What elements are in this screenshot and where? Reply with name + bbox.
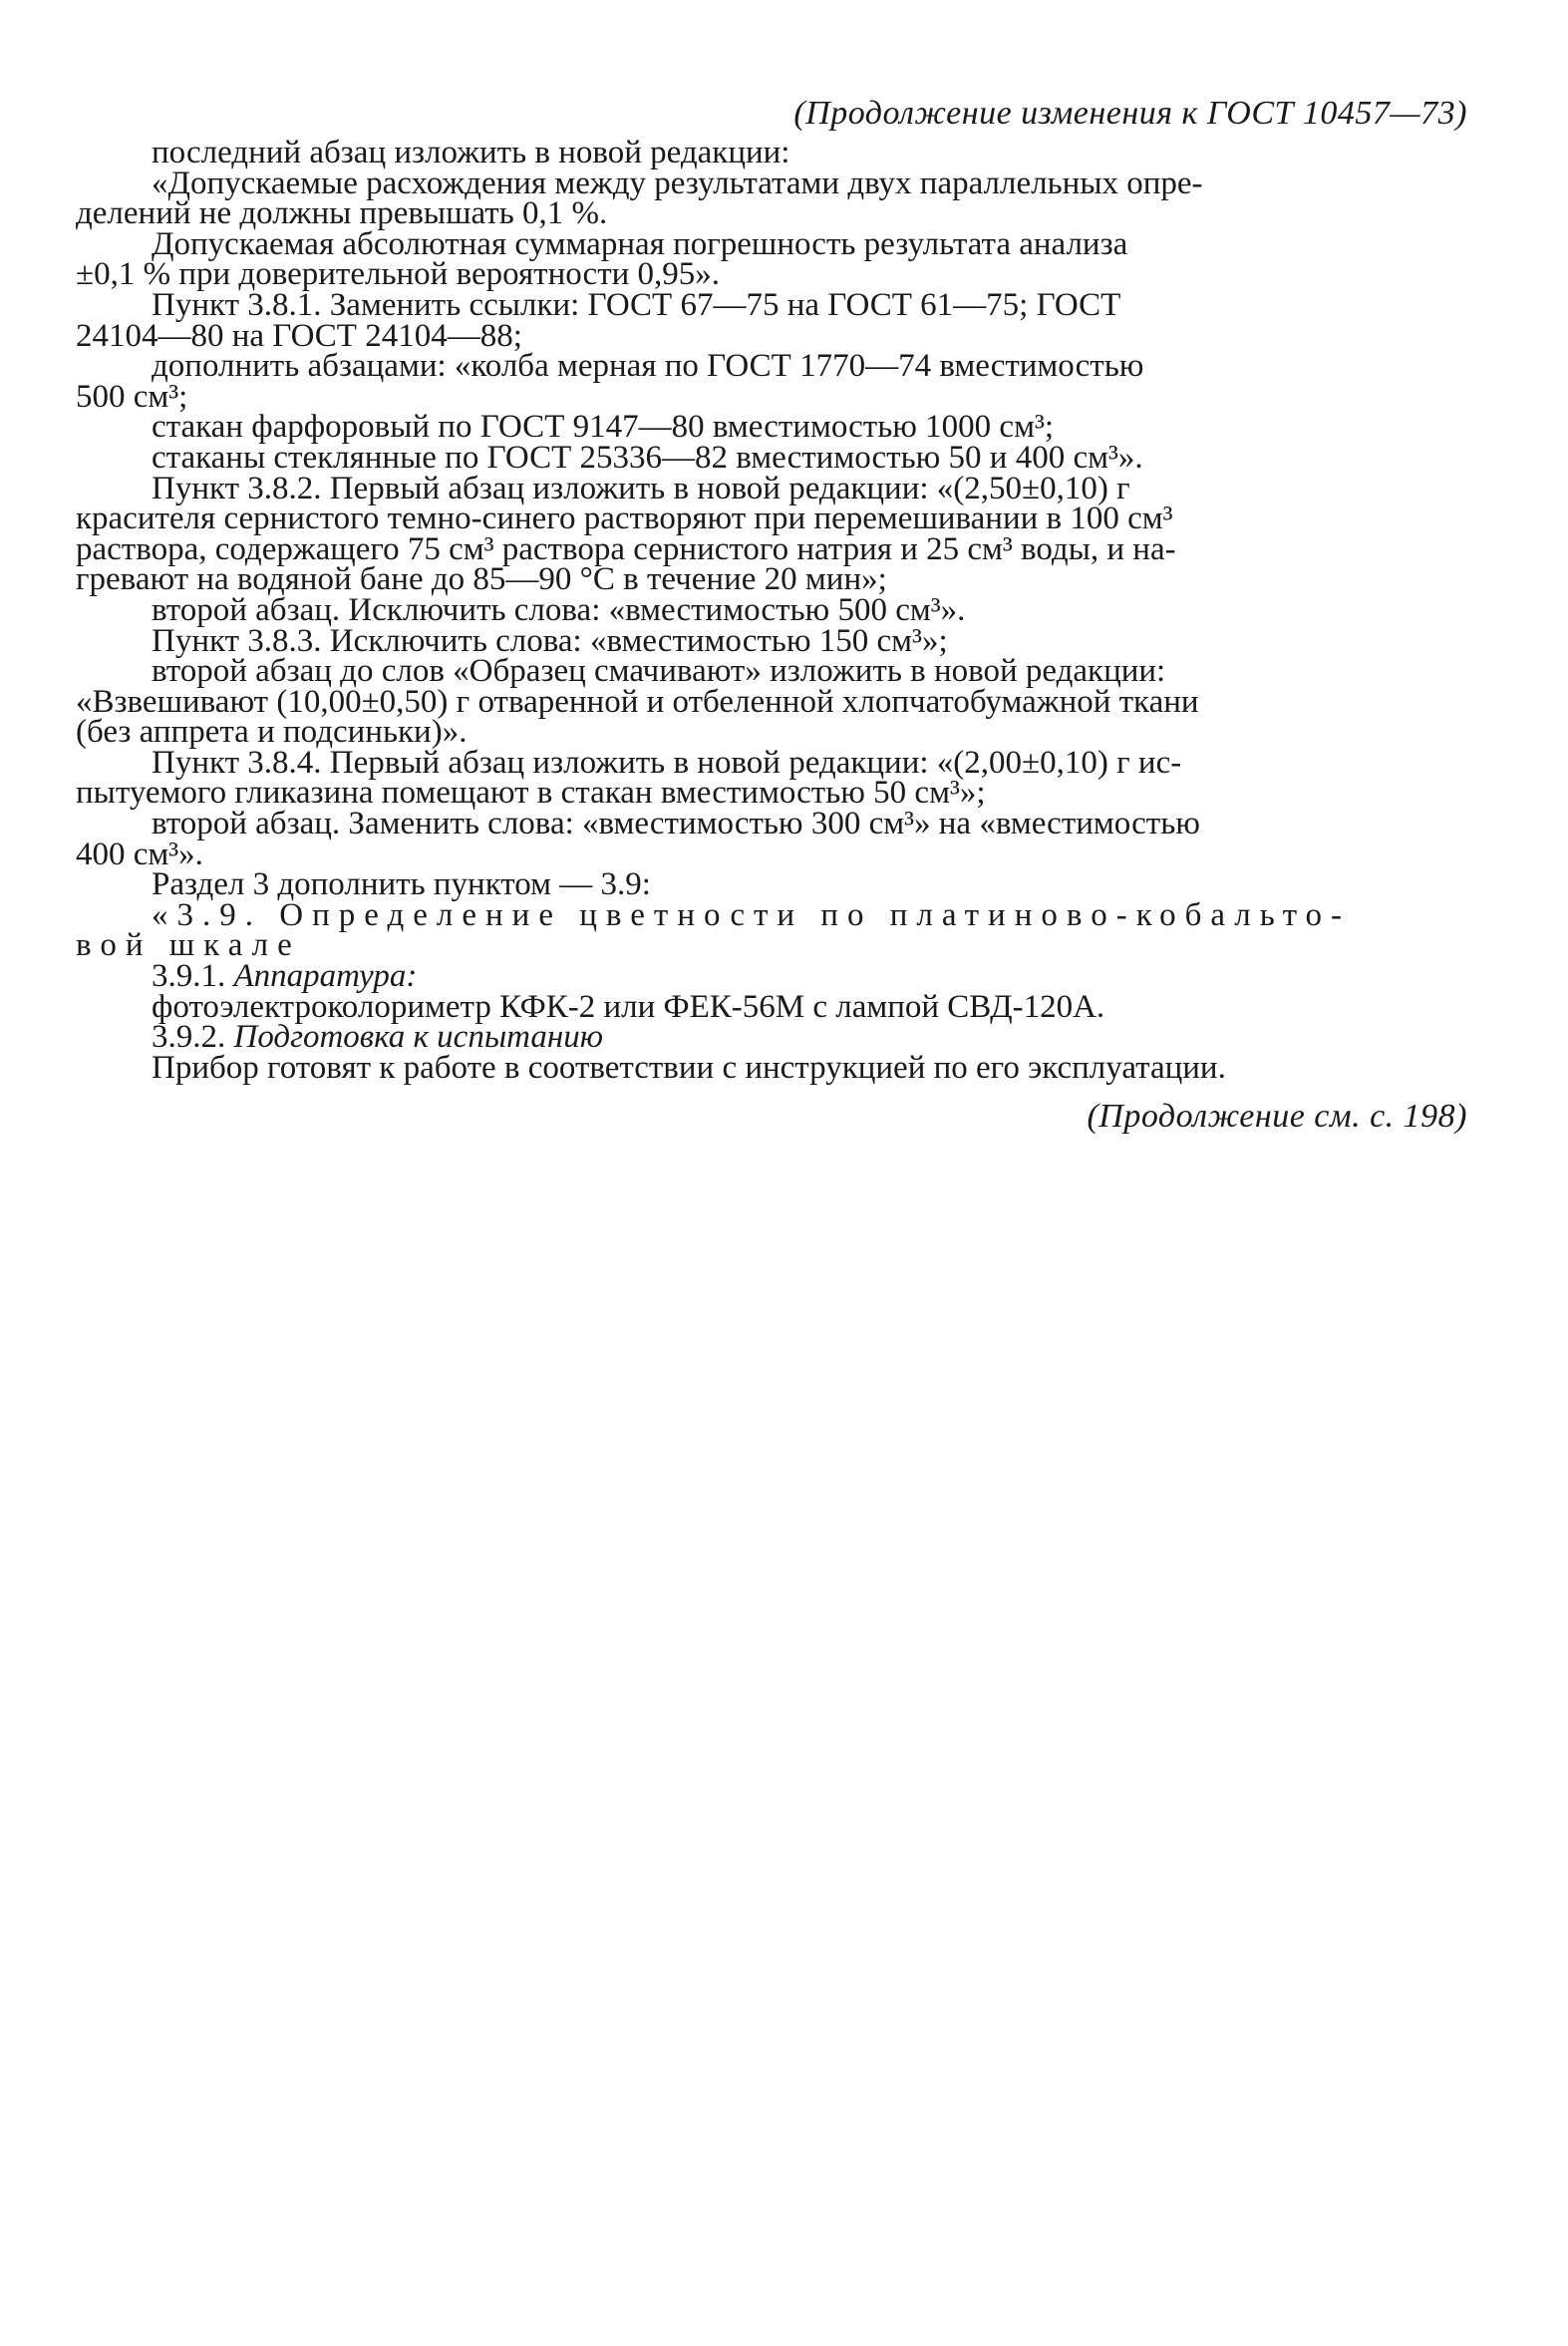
text-line: делений не должны превышать 0,1 %.: [76, 195, 608, 232]
text-line: красителя сернистого темно-синего растворяют при перемешивании в 100 см³: [76, 501, 1173, 537]
text-line: стакан фарфоровый по ГОСТ 9147—80 вместимостью 1000 см³;: [152, 409, 1055, 446]
text-line: гревают на водяной бане до 85—90 °С в течение 20 мин»;: [76, 561, 887, 598]
text-column: [76, 90, 1467, 1141]
text-line: 400 см³».: [76, 836, 203, 872]
text-line: Прибор готовят к работе в соответствии с инструкцией по его эксплуатации.: [152, 1049, 1226, 1086]
text-line: дополнить абзацами: «колба мерная по ГОСТ 1770—74 вместимостью: [152, 348, 1144, 385]
text-line: 500 см³;: [76, 378, 188, 415]
text-line: «Допускаемые расхождения между результатами двух параллельных опре-: [152, 165, 1203, 201]
continuation-note: (Продолжение см. с. 198): [1087, 1098, 1467, 1136]
text-line: ±0,1 % при доверительной вероятности 0,95».: [76, 256, 721, 293]
text-line: «3.9. Определение цветности по платиново-кобальто-: [152, 896, 1352, 933]
text-line: последний абзац изложить в новой редакции:: [152, 135, 790, 170]
text-line: Допускаемая абсолютная суммарная погрешность результата анализа: [152, 225, 1128, 262]
text-line: вой шкале: [76, 927, 301, 964]
running-header: (Продолжение изменения к ГОСТ 10457—73): [793, 95, 1467, 132]
text-line: 24104—80 на ГОСТ 24104—88;: [76, 317, 522, 354]
text-line: Раздел 3 дополнить пунктом — 3.9:: [152, 866, 651, 903]
text-line: 3.9.2. Подготовка к испытанию: [152, 1019, 604, 1056]
text-line: Пункт 3.8.1. Заменить ссылки: ГОСТ 67—75 на ГОСТ 61—75; ГОСТ: [152, 286, 1121, 323]
text-line: фотоэлектроколориметр КФК-2 или ФЕК-56М с лампой СВД-120А.: [152, 988, 1105, 1025]
text-line: 3.9.1. Аппаратура:: [152, 958, 418, 995]
text-line: «Взвешивают (10,00±0,50) г отваренной и отбеленной хлопчатобумажной ткани: [76, 683, 1199, 720]
text-line: второй абзац. Заменить слова: «вместимостью 300 см³» на «вместимостью: [152, 806, 1200, 842]
text-line: (без аппрета и подсиньки)».: [76, 714, 468, 751]
text-line: второй абзац. Исключить слова: «вместимостью 500 см³».: [152, 591, 966, 628]
text-line: раствора, содержащего 75 см³ раствора сернистого натрия и 25 см³ воды, и на-: [76, 530, 1176, 567]
text-line: пытуемого гликазина помещают в стакан вместимостью 50 см³»;: [76, 775, 986, 812]
text-line: второй абзац до слов «Образец смачивают» изложить в новой редакции:: [152, 653, 1166, 690]
text-line: Пункт 3.8.3. Исключить слова: «вместимостью 150 см³»;: [152, 622, 948, 659]
body-text: [76, 135, 1467, 1086]
text-line: Пункт 3.8.2. Первый абзац изложить в новой редакции: «(2,50±0,10) г: [152, 470, 1130, 506]
text-line: стаканы стеклянные по ГОСТ 25336—82 вместимостью 50 и 400 см³».: [152, 439, 1143, 476]
text-line: Пункт 3.8.4. Первый абзац изложить в новой редакции: «(2,00±0,10) г ис-: [152, 744, 1182, 781]
